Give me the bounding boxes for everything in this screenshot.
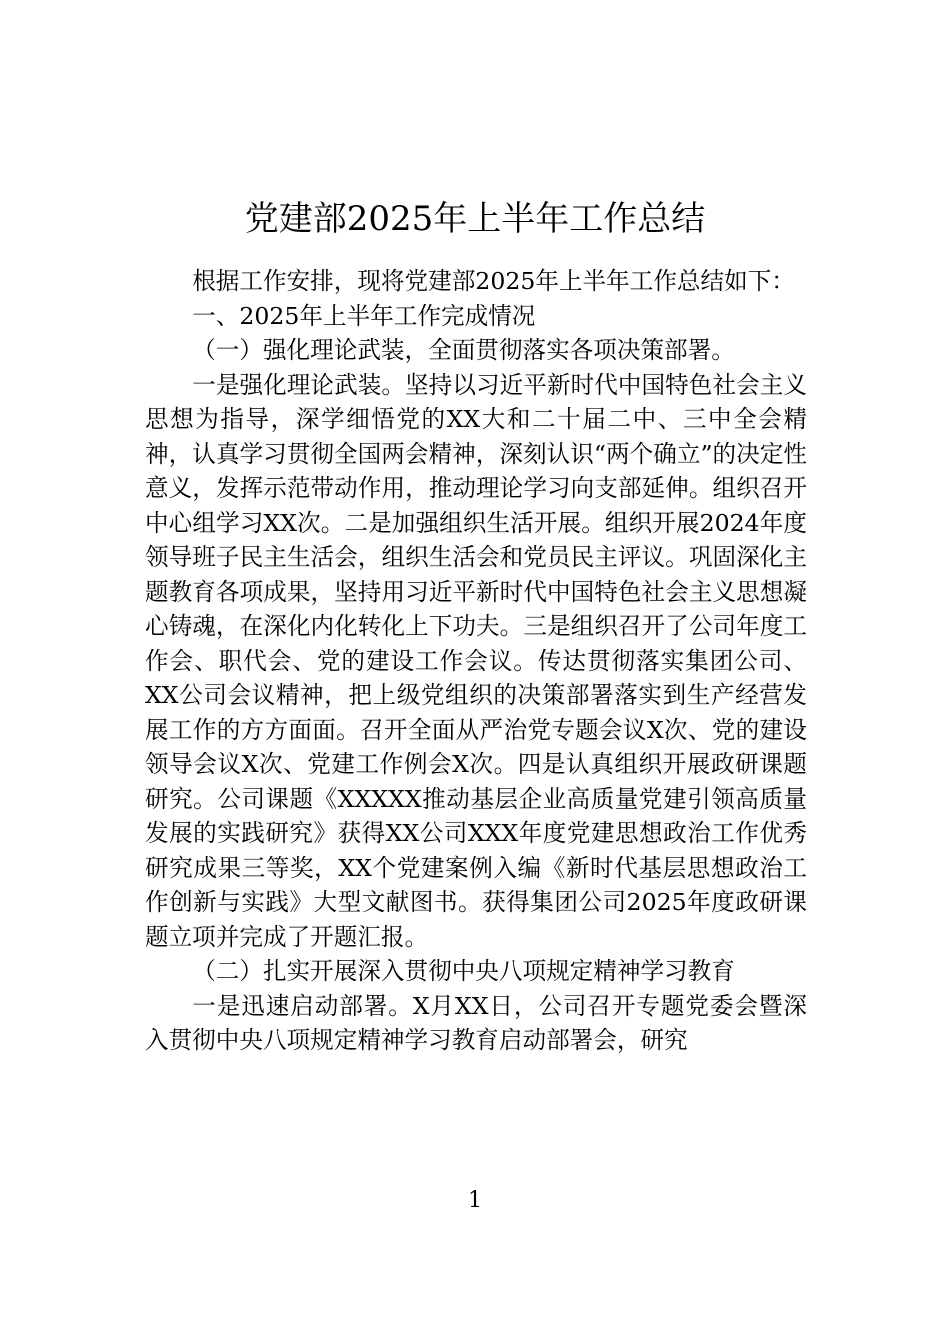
body-paragraph: 一是迅速启动部署。X月XX日，公司召开专题党委会暨深入贯彻中央八项规定精神学习教育启动部署会，研究 bbox=[145, 991, 807, 1054]
section-heading-1: 一、2025年上半年工作完成情况 bbox=[192, 301, 536, 330]
document-body bbox=[145, 264, 807, 1058]
subsection-heading-1: （一）强化理论武装，全面贯彻落实各项决策部署。 bbox=[192, 336, 735, 364]
subsection-heading-2: （二）扎实开展深入贯彻中央八项规定精神学习教育 bbox=[192, 957, 735, 985]
document-title: 党建部2025年上半年工作总结 bbox=[244, 198, 706, 239]
page-number: 1 bbox=[468, 1188, 482, 1213]
body-paragraph: 一是强化理论武装。坚持以习近平新时代中国特色社会主义思想为指导，深学细悟党的XX大和二十届二中、三中全会精神，认真学习贯彻全国两会精神，深刻认识“两个确立”的决定性意义，发挥示范带动作用，推动理论学习向支部延伸。组织召开中心组学习XX次。二是加强组织生活开展。组织开展2024年度领导班子民主生活会，组织生活会和党员民主评议。巩固深化主题教育各项成果，坚持用习近平新时代中国特色社会主义思想凝心铸魂，在深化内化转化上下功夫。三是组织召开了公司年度工作会、职代会、党的建设工作会议。传达贯彻落实集团公司、XX公司会议精神，把上级党组织的决策部署落实到生产经营发展工作的方方面面。召开全面从严治党专题会议X次、党的建设领导会议X次、党建工作例会X次。四是认真组织开展政研课题研究。公司课题《XXXXX推动基层企业高质量党建引领高质量发展的实践研究》获得XX公司XXX年度党建思想政治工作优秀研究成果三等奖，XX个党建案例入编《新时代基层思想政治工作创新与实践》大型文献图书。获得集团公司2025年度政研课题立项并完成了开题汇报。 bbox=[145, 370, 807, 951]
intro-paragraph: 根据工作安排，现将党建部2025年上半年工作总结如下： bbox=[192, 267, 795, 295]
